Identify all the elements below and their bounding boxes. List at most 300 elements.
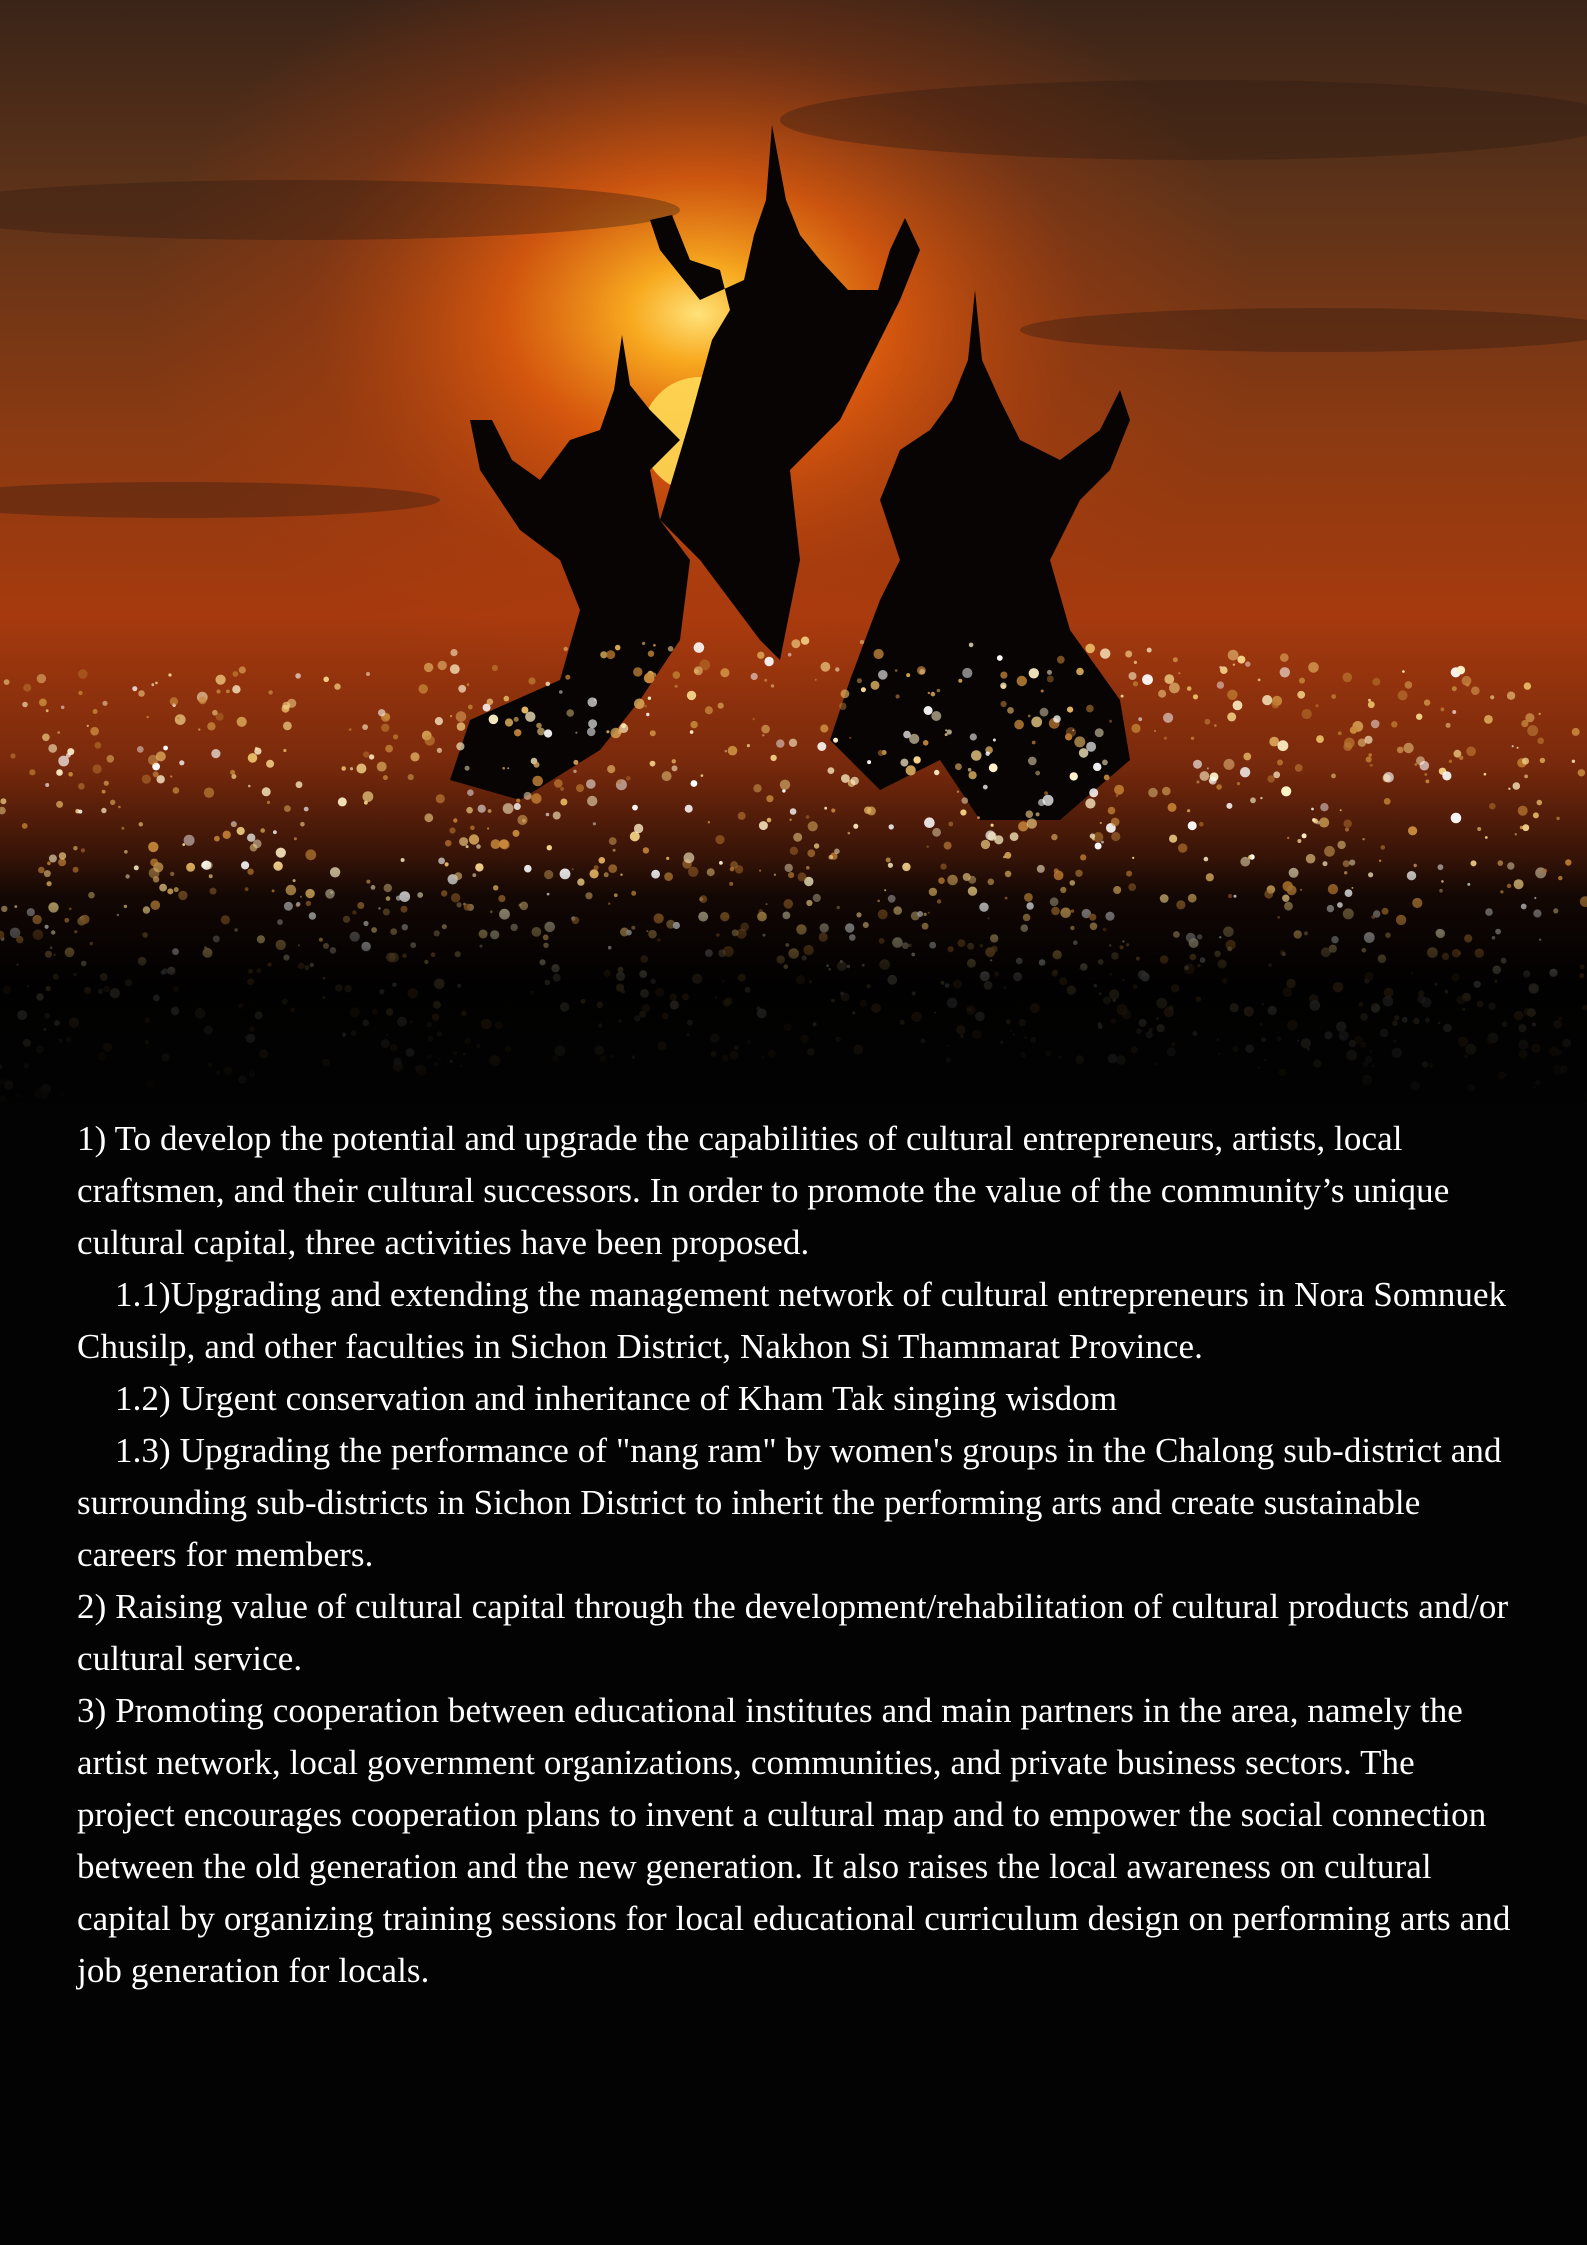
sparkle-dot (536, 723, 542, 729)
sparkle-dot (93, 709, 98, 714)
sparkle-dot (1281, 786, 1291, 796)
sparkle-dot (151, 683, 154, 686)
sparkle-dot (1280, 667, 1290, 677)
sparkle-dot (566, 709, 574, 717)
sparkle-dot (237, 827, 245, 835)
sparkle-dot (752, 718, 754, 720)
sparkle-dot (57, 731, 60, 734)
sparkle-dot (983, 785, 988, 790)
sparkle-dot (216, 675, 226, 685)
sparkle-dot (58, 756, 69, 767)
sparkle-dot (48, 744, 57, 753)
sparkle-dot (466, 845, 469, 848)
sparkle-dot (764, 679, 767, 682)
sparkle-dot (504, 696, 510, 702)
sparkle-dot (932, 828, 941, 837)
sparkle-dot (1324, 846, 1335, 857)
sparkle-dot (687, 691, 696, 700)
sparkle-dot (449, 827, 455, 833)
sparkle-dot (1508, 788, 1510, 790)
sparkle-dot (895, 669, 898, 672)
sparkle-dot (456, 742, 464, 750)
sparkle-dot (1142, 674, 1153, 685)
sparkle-dot (45, 783, 49, 787)
sparkle-dot (294, 837, 297, 840)
sparkle-dot (59, 852, 66, 859)
sparkle-dot (997, 655, 1003, 661)
sparkle-dot (1471, 686, 1480, 695)
sparkle-dot (356, 764, 366, 774)
sparkle-dot (1200, 771, 1210, 781)
sparkle-dot (198, 728, 200, 730)
sparkle-dot (544, 729, 552, 737)
sparkle-dot (1405, 681, 1413, 689)
sparkle-dot (507, 767, 509, 769)
sparkle-dot (78, 783, 85, 790)
sparkle-dot (560, 799, 567, 806)
sparkle-dot (1027, 818, 1037, 828)
sparkle-dot (1311, 808, 1314, 811)
objective-1: 1) To develop the potential and upgrade the capabilities of cultural entrepreneurs, artists, local craftsmen, and their cultural successors. In order to promote the value of the community’s unique cultural capital, three activities have been proposed. (77, 1119, 1450, 1262)
sparkle-dot (896, 694, 900, 698)
sparkle-dot (1521, 720, 1528, 727)
sparkle-dot (1302, 709, 1312, 719)
sparkle-dot (383, 775, 388, 780)
sparkle-dot (715, 835, 724, 844)
sparkle-dot (1100, 822, 1102, 824)
sparkle-dot (780, 780, 790, 790)
sparkle-dot (1507, 692, 1515, 700)
sparkle-dot (1402, 670, 1405, 673)
sparkle-dot (648, 651, 654, 657)
sparkle-dot (1199, 822, 1204, 827)
sparkle-dot (1250, 797, 1256, 803)
sparkle-dot (22, 823, 28, 829)
sparkle-dot (853, 824, 858, 829)
sparkle-dot (1451, 813, 1462, 824)
sparkle-dot (283, 749, 286, 752)
sparkle-dot (1226, 803, 1232, 809)
sparkle-dot (617, 780, 622, 785)
sparkle-dot (1517, 747, 1519, 749)
sparkle-dot (1490, 695, 1494, 699)
sparkle-dot (153, 771, 159, 777)
sparkle-dot (295, 673, 301, 679)
sparkle-dot (1278, 740, 1289, 751)
sparkle-dot (1452, 710, 1456, 714)
sparkle-dot (1076, 668, 1084, 676)
sparkle-dot (672, 765, 678, 771)
sparkle-dot (1109, 720, 1112, 723)
ground-fade (0, 860, 1587, 1120)
sparkle-dot (73, 846, 77, 850)
sparkle-dot (969, 771, 977, 779)
sparkle-dot (644, 673, 655, 684)
sparkle-dot (450, 649, 457, 656)
sparkle-dot (363, 791, 374, 802)
sparkle-dot (1131, 724, 1140, 733)
sparkle-dot (1368, 753, 1372, 757)
sparkle-dot (1193, 760, 1202, 769)
sparkle-dot (1178, 843, 1187, 852)
sparkle-dot (516, 799, 520, 803)
sparkle-dot (1331, 694, 1336, 699)
sparkle-dot (1295, 764, 1303, 772)
sparkle-dot (791, 639, 800, 648)
sparkle-dot (528, 677, 535, 684)
sparkle-dot (78, 691, 82, 695)
sparkle-dot (232, 685, 240, 693)
sparkle-dot (211, 749, 220, 758)
sparkle-dot (1383, 772, 1394, 783)
sparkle-dot (233, 824, 236, 827)
sparkle-dot (776, 739, 784, 747)
sparkle-dot (559, 690, 563, 694)
sparkle-dot (408, 774, 414, 780)
sparkle-dot (835, 667, 839, 671)
sparkle-dot (841, 689, 850, 698)
sparkle-dot (56, 769, 63, 776)
hero-image (0, 0, 1587, 1120)
sparkle-dot (1047, 670, 1052, 675)
sparkle-dot (1398, 690, 1408, 700)
sparkle-dot (944, 842, 952, 850)
sparkle-dot (924, 817, 935, 828)
sparkle-dot (1524, 682, 1531, 689)
sparkle-dot (1187, 809, 1190, 812)
sparkle-dot (1384, 798, 1391, 805)
sparkle-dot (986, 752, 990, 756)
sparkle-dot (1424, 699, 1430, 705)
sparkle-dot (305, 849, 316, 860)
sparkle-dot (634, 824, 643, 833)
sparkle-dot (588, 719, 597, 728)
sparkle-dot (1228, 650, 1239, 661)
sparkle-dot (104, 781, 109, 786)
sparkle-dot (1287, 837, 1289, 839)
sparkle-dot (1148, 788, 1158, 798)
sparkle-dot (615, 645, 621, 651)
sparkle-dot (547, 845, 552, 850)
sparkle-dot (102, 790, 106, 794)
sparkle-dot (1116, 794, 1118, 796)
sparkle-dot (1032, 741, 1036, 745)
sparkle-dot (1070, 772, 1078, 780)
sparkle-dot (1484, 715, 1493, 724)
sparkle-dot (1017, 676, 1027, 686)
sparkle-dot (955, 763, 962, 770)
sparkle-dot (1237, 656, 1245, 664)
sparkle-dot (262, 787, 271, 796)
sparkle-dot (1537, 800, 1543, 806)
sparkle-dot (587, 796, 597, 806)
sparkle-dot (95, 742, 102, 749)
sparkle-dot (565, 675, 570, 680)
sparkle-dot (817, 742, 826, 751)
sparkle-dot (1066, 727, 1076, 737)
sparkle-dot (969, 643, 974, 648)
sparkle-dot (960, 809, 966, 815)
sparkle-dot (1457, 666, 1466, 675)
sparkle-dot (369, 754, 374, 759)
sparkle-dot (418, 684, 428, 694)
sparkle-dot (606, 650, 615, 659)
sparkle-dot (814, 843, 819, 848)
sparkle-dot (522, 819, 526, 823)
sparkle-dot (594, 699, 596, 701)
sparkle-dot (643, 847, 649, 853)
sparkle-dot (1079, 748, 1089, 758)
sparkle-dot (632, 805, 638, 811)
sparkle-dot (156, 751, 166, 761)
sparkle-dot (720, 668, 729, 677)
sparkle-dot (1308, 662, 1319, 673)
sparkle-dot (1086, 742, 1096, 752)
sparkle-dot (958, 679, 962, 683)
sparkle-dot (564, 647, 568, 651)
sparkle-dot (1248, 855, 1252, 859)
sparkle-dot (534, 762, 540, 768)
sparkle-dot (514, 729, 521, 736)
sparkle-dot (537, 728, 545, 736)
sparkle-dot (801, 637, 809, 645)
sparkle-dot (553, 812, 561, 820)
sparkle-dot (110, 800, 115, 805)
sparkle-dot (284, 805, 291, 812)
sparkle-dot (981, 840, 990, 849)
sparkle-dot (808, 821, 818, 831)
sparkle-dot (931, 692, 936, 697)
sparkle-dot (182, 843, 185, 846)
sparkle-dot (878, 750, 884, 756)
sparkle-dot (1537, 738, 1544, 745)
sparkle-dot (503, 803, 514, 814)
sparkle-dot (1147, 648, 1152, 653)
sparkle-dot (833, 738, 838, 743)
sparkle-dot (170, 697, 178, 705)
sparkle-dot (216, 713, 224, 721)
sparkle-dot (450, 664, 460, 674)
sparkle-dot (1485, 836, 1488, 839)
sparkle-dot (1513, 782, 1521, 790)
sparkle-dot (450, 715, 452, 717)
sparkle-dot (849, 737, 851, 739)
sparkle-dot (173, 787, 180, 794)
sparkle-dot (1214, 724, 1217, 727)
sparkle-dot (1086, 705, 1094, 713)
sparkle-dot (214, 836, 220, 842)
sparkle-dot (1350, 726, 1357, 733)
sparkle-dot (1446, 723, 1451, 728)
sparkle-dot (788, 653, 792, 657)
sparkle-dot (759, 821, 768, 830)
sparkle-dot (857, 678, 862, 683)
sparkle-dot (1237, 782, 1240, 785)
sparkle-dot (424, 813, 433, 822)
sparkle-dot (204, 788, 214, 798)
sparkle-dot (761, 725, 770, 734)
activity-1-3: 1.3) Upgrading the performance of "nang ram" by women's groups in the Chalong sub-district and surrounding sub-districts in Sichon District to inherit the performing arts and create sustainable careers for members. (77, 1431, 1502, 1574)
sparkle-dot (102, 701, 107, 706)
sparkle-dot (1572, 728, 1580, 736)
sparkle-dot (107, 755, 115, 763)
sparkle-dot (871, 681, 880, 690)
sparkle-dot (971, 750, 982, 761)
sparkle-dot (1173, 657, 1178, 662)
sparkle-dot (268, 690, 272, 694)
sparkle-dot (147, 716, 149, 718)
sparkle-dot (138, 690, 145, 697)
sparkle-dot (1578, 769, 1585, 776)
sparkle-dot (223, 831, 231, 839)
sparkle-dot (725, 750, 727, 752)
sparkle-dot (226, 690, 230, 694)
sparkle-dot (860, 640, 864, 644)
activity-1-1: 1.1)Upgrading and extending the management network of cultural entrepreneurs in Nora Somnuek Chusilp, and other faculties in Sichon District, Nakhon Si Thammarat Province. (77, 1275, 1507, 1366)
sparkle-dot (1512, 745, 1514, 747)
sparkle-dot (467, 683, 470, 686)
sparkle-dot (828, 767, 835, 774)
sparkle-dot (273, 830, 277, 834)
sparkle-dot (46, 709, 49, 712)
sparkle-dot (1416, 714, 1422, 720)
sparkle-dot (962, 668, 972, 678)
sparkle-dot (1001, 701, 1007, 707)
sparkle-dot (1154, 730, 1156, 732)
sparkle-dot (587, 728, 596, 737)
sparkle-dot (821, 662, 831, 672)
sparkle-dot (424, 663, 433, 672)
sparkle-dot (1372, 678, 1380, 686)
sparkle-dot (148, 842, 158, 852)
sparkle-dot (1258, 679, 1261, 682)
sparkle-dot (1518, 806, 1528, 816)
sparkle-dot (790, 808, 797, 815)
sparkle-dot (618, 730, 623, 735)
sparkle-dot (4, 679, 10, 685)
sparkle-dot (1366, 757, 1372, 763)
sparkle-dot (1319, 817, 1329, 827)
sparkle-dot (1051, 834, 1057, 840)
sparkle-dot (478, 805, 486, 813)
sparkle-dot (1337, 841, 1345, 849)
sparkle-dot (1102, 760, 1108, 766)
sparkle-dot (445, 840, 452, 847)
sparkle-dot (366, 672, 370, 676)
sparkle-dot (1371, 720, 1380, 729)
sparkle-dot (199, 697, 207, 705)
sparkle-dot (378, 709, 385, 716)
sparkle-dot (573, 770, 576, 773)
sparkle-dot (437, 748, 442, 753)
sparkle-dot (362, 724, 368, 730)
sparkle-dot (1572, 760, 1575, 763)
sparkle-dot (770, 755, 776, 761)
sparkle-dot (807, 849, 815, 857)
sparkle-dot (425, 735, 435, 745)
sparkle-dot (1101, 841, 1104, 844)
sparkle-dot (1169, 835, 1177, 843)
sparkle-dot (170, 775, 172, 777)
sparkle-dot (806, 815, 810, 819)
sparkle-dot (757, 652, 764, 659)
sparkle-dot (266, 760, 274, 768)
sparkle-dot (1227, 712, 1236, 721)
sparkle-dot (1197, 781, 1200, 784)
sparkle-dot (824, 807, 827, 810)
sparkle-dot (848, 832, 851, 835)
sparkle-dot (573, 760, 578, 765)
sparkle-dot (672, 759, 676, 763)
sparkle-dot (1164, 737, 1167, 740)
sparkle-dot (1188, 821, 1197, 830)
sparkle-dot (851, 777, 859, 785)
sparkle-dot (1556, 817, 1559, 820)
sparkle-dot (1240, 767, 1250, 777)
sparkle-dot (1095, 843, 1102, 850)
sparkle-dot (37, 674, 46, 683)
sparkle-dot (216, 689, 220, 693)
sparkle-dot (1233, 701, 1243, 711)
sparkle-dot (514, 717, 519, 722)
sparkle-dot (1216, 784, 1222, 790)
sparkle-dot (607, 765, 615, 773)
sparkle-dot (282, 702, 290, 710)
sparkle-dot (300, 822, 305, 827)
sparkle-dot (1313, 819, 1318, 824)
sparkle-dot (762, 734, 764, 736)
sparkle-dot (239, 666, 246, 673)
sparkle-dot (948, 822, 953, 827)
sparkle-dot (1014, 720, 1024, 730)
sparkle-dot (385, 745, 393, 753)
sparkle-dot (230, 770, 235, 775)
sparkle-dot (1316, 704, 1319, 707)
sparkle-dot (1345, 828, 1349, 832)
sparkle-dot (1277, 760, 1283, 766)
sparkle-dot (968, 768, 972, 772)
sparkle-dot (1067, 707, 1073, 713)
sparkle-dot (1178, 672, 1180, 674)
sparkle-dot (90, 727, 99, 736)
sparkle-dot (377, 762, 387, 772)
sparkle-dot (254, 748, 261, 755)
sparkle-dot (653, 644, 656, 647)
sparkle-dot (78, 810, 82, 814)
sparkle-dot (1095, 728, 1104, 737)
sparkle-dot (0, 798, 6, 804)
sparkle-dot (1047, 676, 1054, 683)
sparkle-dot (1297, 691, 1305, 699)
sparkle-dot (878, 670, 888, 680)
sparkle-dot (906, 673, 910, 677)
sparkle-dot (560, 787, 564, 791)
sparkle-dot (957, 791, 959, 793)
sparkle-dot (977, 816, 980, 819)
sparkle-dot (1205, 719, 1211, 725)
sparkle-dot (1111, 832, 1120, 841)
sparkle-dot (820, 724, 828, 732)
sparkle-dot (690, 730, 694, 734)
sparkle-dot (381, 724, 389, 732)
sparkle-dot (487, 699, 494, 706)
sparkle-dot (1391, 721, 1397, 727)
sparkle-dot (1114, 785, 1124, 795)
sparkle-dot (410, 752, 419, 761)
sparkle-dot (690, 721, 697, 728)
sparkle-dot (839, 703, 846, 710)
sparkle-dot (457, 722, 466, 731)
